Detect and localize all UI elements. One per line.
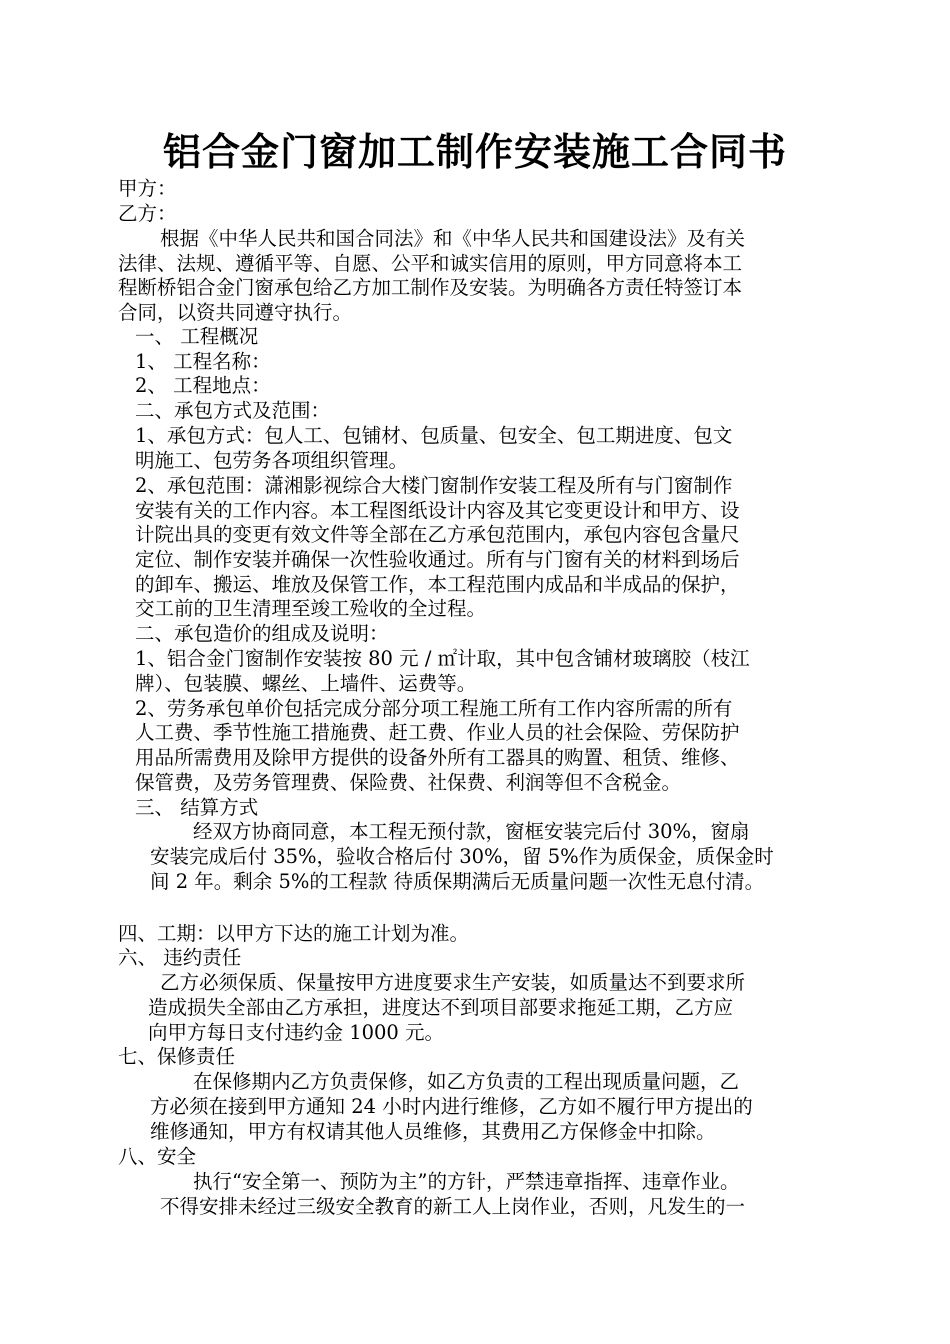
paragraph-line: 间 2 年。剩余 5%的工程款 待质保期满后无质量问题一次性无息付清。	[150, 870, 765, 893]
paragraph-line: 执行“安全第一、预防为主”的方针，严禁违章指挥、违章作业。	[193, 1170, 740, 1193]
paragraph-line: 不得安排未经过三级安全教育的新工人上岗作业，否则，凡发生的一	[160, 1195, 746, 1218]
section-heading-settlement: 三、 结算方式	[135, 796, 259, 819]
section-heading-warranty: 七、保修责任	[118, 1045, 236, 1068]
paragraph-line: 明施工、包劳务各项组织管理。	[135, 449, 409, 472]
preamble-line: 程断桥铝合金门窗承包给乙方加工制作及安装。为明确各方责任特签订本	[118, 276, 743, 299]
preamble-line: 根据《中华人民共和国合同法》和《中华人民共和国建设法》及有关	[160, 227, 746, 250]
list-item-project-name: 1、 工程名称：	[135, 350, 271, 373]
paragraph-line: 维修通知，甲方有权请其他人员维修，其费用乙方保修金中扣除。	[150, 1120, 716, 1143]
paragraph-line: 造成损失全部由乙方承担，进度达不到项目部要求拖延工期，乙方应	[148, 996, 734, 1019]
preamble-line: 法律、法规、遵循平等、自愿、公平和诚实信用的原则，甲方同意将本工	[118, 252, 743, 275]
paragraph-line: 保管费，及劳务管理费、保险费、社保费、利润等但不含税金。	[135, 771, 682, 794]
paragraph-line: 定位、制作安装并确保一次性验收通过。所有与门窗有关的材料到场后	[135, 548, 740, 571]
paragraph-line: 经双方协商同意，本工程无预付款，窗框安装完后付 30%，窗扇	[193, 820, 750, 843]
section-heading-liability: 六、 违约责任	[118, 946, 242, 969]
paragraph-line: 牌）、包装膜、螺丝、上墙件、运费等。	[135, 672, 477, 695]
section-heading-safety: 八、安全	[118, 1145, 197, 1168]
paragraph-line: 安装有关的工作内容。本工程图纸设计内容及其它变更设计和甲方、设	[135, 499, 740, 522]
paragraph-line: 1、承包方式：包人工、包铺材、包质量、包安全、包工期进度、包文	[135, 424, 733, 447]
paragraph-line: 乙方必须保质、保量按甲方进度要求生产安装，如质量达不到要求所	[160, 971, 746, 994]
paragraph-line: 人工费、季节性施工措施费、赶工费、作业人员的社会保险、劳保防护	[135, 721, 740, 744]
party-b-line: 乙方：	[118, 202, 177, 225]
paragraph-line: 安装完成后付 35%，验收合格后付 30%，留 5%作为质保金，质保金时	[150, 845, 774, 868]
paragraph-line: 交工前的卫生清理至竣工殓收的全过程。	[135, 597, 487, 620]
paragraph-line: 在保修期内乙方负责保修，如乙方负责的工程出现质量问题，乙	[193, 1070, 740, 1093]
paragraph-line: 用品所需费用及除甲方提供的设备外所有工器具的购置、租赁、维修、	[135, 746, 740, 769]
section-heading-price: 二、承包造价的组成及说明：	[135, 622, 389, 645]
section-heading-schedule: 四、工期：以甲方下达的施工计划为准。	[118, 922, 470, 945]
list-item-project-location: 2、 工程地点：	[135, 374, 271, 397]
paragraph-line: 的卸车、搬运、堆放及保管工作，本工程范围内成品和半成品的保护，	[135, 573, 740, 596]
paragraph-line: 方必须在接到甲方通知 24 小时内进行维修，乙方如不履行甲方提出的	[150, 1095, 753, 1118]
paragraph-line: 计院出具的变更有效文件等全部在乙方承包范围内，承包内容包含量尺	[135, 523, 740, 546]
paragraph-line: 2、劳务承包单价包括完成分部分项工程施工所有工作内容所需的所有	[135, 697, 733, 720]
document-title: 铝合金门窗加工制作安装施工合同书	[162, 130, 787, 174]
section-heading-overview: 一、 工程概况	[135, 325, 259, 348]
preamble-line: 合同，以资共同遵守执行。	[118, 301, 353, 324]
paragraph-line: 向甲方每日支付违约金 1000 元。	[148, 1021, 445, 1044]
paragraph-line: 2、承包范围：潇湘影视综合大楼门窗制作安装工程及所有与门窗制作	[135, 474, 733, 497]
party-a-line: 甲方：	[118, 177, 177, 200]
section-heading-contract-scope: 二、承包方式及范围：	[135, 399, 331, 422]
paragraph-line: 1、铝合金门窗制作安装按 80 元 / ㎡计取，其中包含铺材玻璃胶（枝江	[135, 647, 750, 670]
